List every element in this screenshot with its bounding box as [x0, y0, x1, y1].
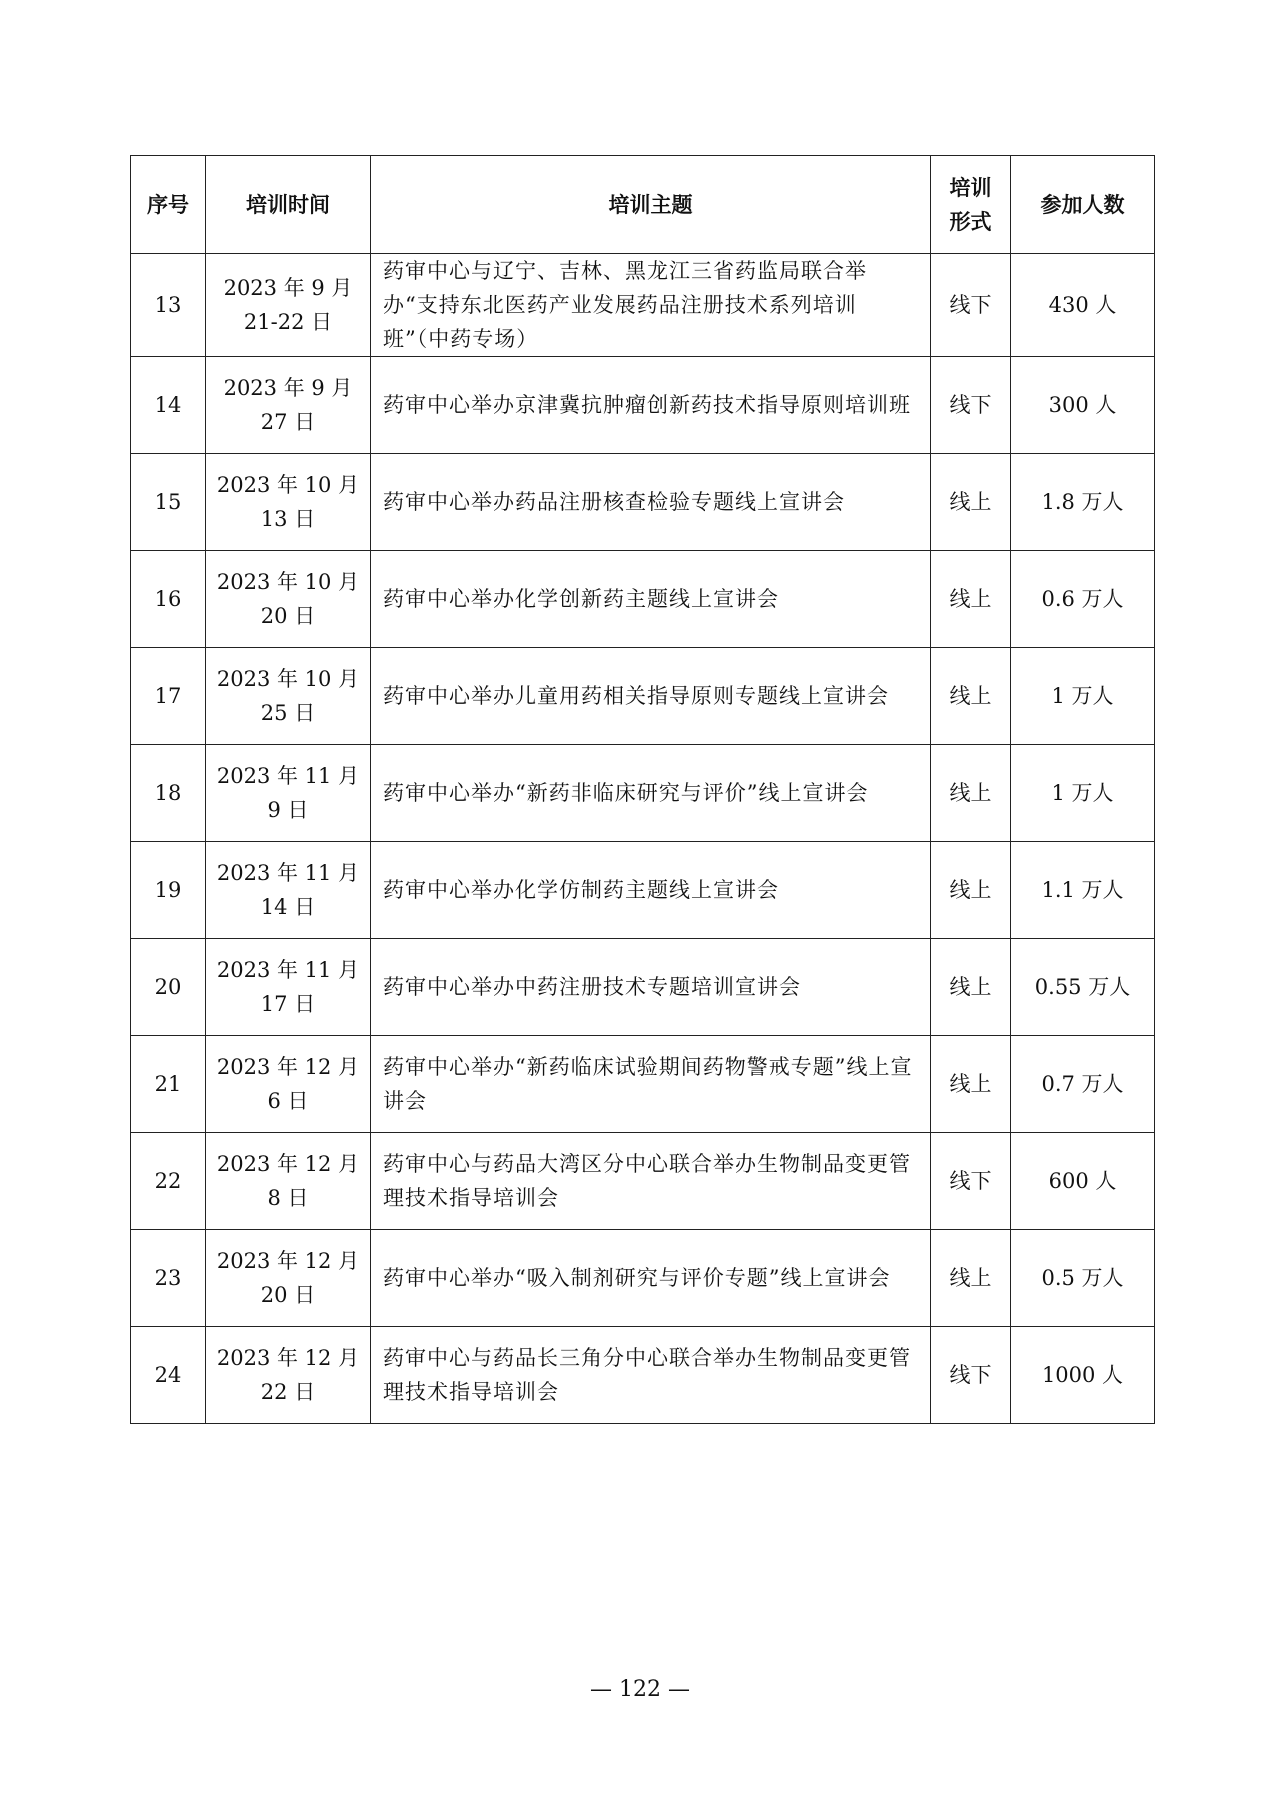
- cell-topic: 药审中心举办京津冀抗肿瘤创新药技术指导原则培训班: [371, 357, 931, 454]
- cell-attendees: 1000 人: [1011, 1327, 1155, 1424]
- cell-date: [206, 1230, 371, 1327]
- cell-date-line2: 25 日: [260, 701, 316, 725]
- cell-topic: 药审中心举办中药注册技术专题培训宣讲会: [371, 939, 931, 1036]
- cell-date-line2: 27 日: [260, 410, 316, 434]
- cell-date-line2: 14 日: [260, 895, 316, 919]
- cell-date: [206, 357, 371, 454]
- table-row: [131, 357, 1155, 454]
- table-row: [131, 648, 1155, 745]
- cell-no: 22: [131, 1133, 206, 1230]
- header-row: [131, 156, 1155, 254]
- cell-attendees: 430 人: [1011, 254, 1155, 357]
- cell-no: 24: [131, 1327, 206, 1424]
- cell-date: [206, 1133, 371, 1230]
- cell-format: 线下: [931, 1133, 1011, 1230]
- cell-attendees: 1 万人: [1011, 648, 1155, 745]
- cell-date-line1: 2023 年 12 月: [216, 1249, 360, 1273]
- cell-date-line1: 2023 年 9 月: [223, 376, 353, 400]
- header-format: [931, 156, 1011, 254]
- cell-format: 线下: [931, 254, 1011, 357]
- header-no: 序号: [131, 156, 206, 254]
- training-table: [130, 155, 1155, 1424]
- cell-no: 21: [131, 1036, 206, 1133]
- cell-date-line1: 2023 年 12 月: [216, 1055, 360, 1079]
- cell-no: 14: [131, 357, 206, 454]
- cell-date-line2: 20 日: [260, 604, 316, 628]
- cell-format: 线上: [931, 842, 1011, 939]
- cell-topic: 药审中心举办“新药临床试验期间药物警戒专题”线上宣讲会: [371, 1036, 931, 1133]
- cell-no: 20: [131, 939, 206, 1036]
- cell-attendees: 0.6 万人: [1011, 551, 1155, 648]
- cell-date-line2: 17 日: [260, 992, 316, 1016]
- cell-no: 18: [131, 745, 206, 842]
- table-row: [131, 1230, 1155, 1327]
- table-row: [131, 939, 1155, 1036]
- cell-format: 线上: [931, 745, 1011, 842]
- cell-date-line1: 2023 年 9 月: [223, 276, 353, 300]
- cell-topic: 药审中心与辽宁、吉林、黑龙江三省药监局联合举办“支持东北医药产业发展药品注册技术系列培训班”（中药专场）: [371, 254, 931, 357]
- cell-date-line2: 6 日: [267, 1089, 309, 1113]
- cell-date-line1: 2023 年 10 月: [216, 473, 360, 497]
- cell-attendees: 1.8 万人: [1011, 454, 1155, 551]
- cell-date: [206, 551, 371, 648]
- cell-topic: 药审中心与药品大湾区分中心联合举办生物制品变更管理技术指导培训会: [371, 1133, 931, 1230]
- cell-date-line1: 2023 年 12 月: [216, 1152, 360, 1176]
- cell-format: 线上: [931, 551, 1011, 648]
- cell-date: [206, 648, 371, 745]
- table-body: [131, 254, 1155, 1424]
- cell-date: [206, 1327, 371, 1424]
- header-topic: 培训主题: [371, 156, 931, 254]
- cell-date-line2: 13 日: [260, 507, 316, 531]
- cell-date: [206, 745, 371, 842]
- cell-format: 线上: [931, 939, 1011, 1036]
- cell-topic: 药审中心举办“新药非临床研究与评价”线上宣讲会: [371, 745, 931, 842]
- cell-date-line2: 8 日: [267, 1186, 309, 1210]
- table-row: [131, 1036, 1155, 1133]
- cell-date: [206, 254, 371, 357]
- cell-format: 线下: [931, 1327, 1011, 1424]
- header-format-line1: 培训: [949, 175, 992, 200]
- cell-date-line2: 20 日: [260, 1283, 316, 1307]
- cell-date: [206, 454, 371, 551]
- header-format-line2: 形式: [949, 209, 992, 234]
- cell-topic: 药审中心举办儿童用药相关指导原则专题线上宣讲会: [371, 648, 931, 745]
- page-number: — 122 —: [590, 1677, 690, 1702]
- cell-no: 17: [131, 648, 206, 745]
- cell-format: 线上: [931, 454, 1011, 551]
- table-row: [131, 551, 1155, 648]
- cell-date-line1: 2023 年 11 月: [216, 958, 360, 982]
- table-header: [131, 156, 1155, 254]
- cell-date-line1: 2023 年 10 月: [216, 667, 360, 691]
- cell-topic: 药审中心举办化学创新药主题线上宣讲会: [371, 551, 931, 648]
- cell-format: 线上: [931, 1230, 1011, 1327]
- header-time: 培训时间: [206, 156, 371, 254]
- cell-attendees: 0.55 万人: [1011, 939, 1155, 1036]
- cell-date-line1: 2023 年 10 月: [216, 570, 360, 594]
- cell-no: 16: [131, 551, 206, 648]
- cell-date-line2: 21-22 日: [243, 310, 333, 334]
- cell-date-line2: 9 日: [267, 798, 309, 822]
- cell-date-line1: 2023 年 11 月: [216, 861, 360, 885]
- cell-topic: 药审中心与药品长三角分中心联合举办生物制品变更管理技术指导培训会: [371, 1327, 931, 1424]
- cell-attendees: 1.1 万人: [1011, 842, 1155, 939]
- cell-no: 23: [131, 1230, 206, 1327]
- cell-no: 15: [131, 454, 206, 551]
- cell-no: 19: [131, 842, 206, 939]
- cell-attendees: 1 万人: [1011, 745, 1155, 842]
- table-row: [131, 1327, 1155, 1424]
- cell-format: 线下: [931, 357, 1011, 454]
- cell-attendees: 300 人: [1011, 357, 1155, 454]
- table-row: [131, 254, 1155, 357]
- cell-attendees: 600 人: [1011, 1133, 1155, 1230]
- cell-date: [206, 1036, 371, 1133]
- cell-date: [206, 939, 371, 1036]
- cell-format: 线上: [931, 648, 1011, 745]
- cell-topic: 药审中心举办化学仿制药主题线上宣讲会: [371, 842, 931, 939]
- cell-attendees: 0.5 万人: [1011, 1230, 1155, 1327]
- cell-attendees: 0.7 万人: [1011, 1036, 1155, 1133]
- cell-topic: 药审中心举办药品注册核查检验专题线上宣讲会: [371, 454, 931, 551]
- cell-date-line1: 2023 年 11 月: [216, 764, 360, 788]
- table-row: [131, 745, 1155, 842]
- cell-no: 13: [131, 254, 206, 357]
- cell-topic: 药审中心举办“吸入制剂研究与评价专题”线上宣讲会: [371, 1230, 931, 1327]
- cell-date-line1: 2023 年 12 月: [216, 1346, 360, 1370]
- table-row: [131, 1133, 1155, 1230]
- table-row: [131, 842, 1155, 939]
- cell-date: [206, 842, 371, 939]
- table-row: [131, 454, 1155, 551]
- header-attendees: 参加人数: [1011, 156, 1155, 254]
- cell-date-line2: 22 日: [260, 1380, 316, 1404]
- cell-format: 线上: [931, 1036, 1011, 1133]
